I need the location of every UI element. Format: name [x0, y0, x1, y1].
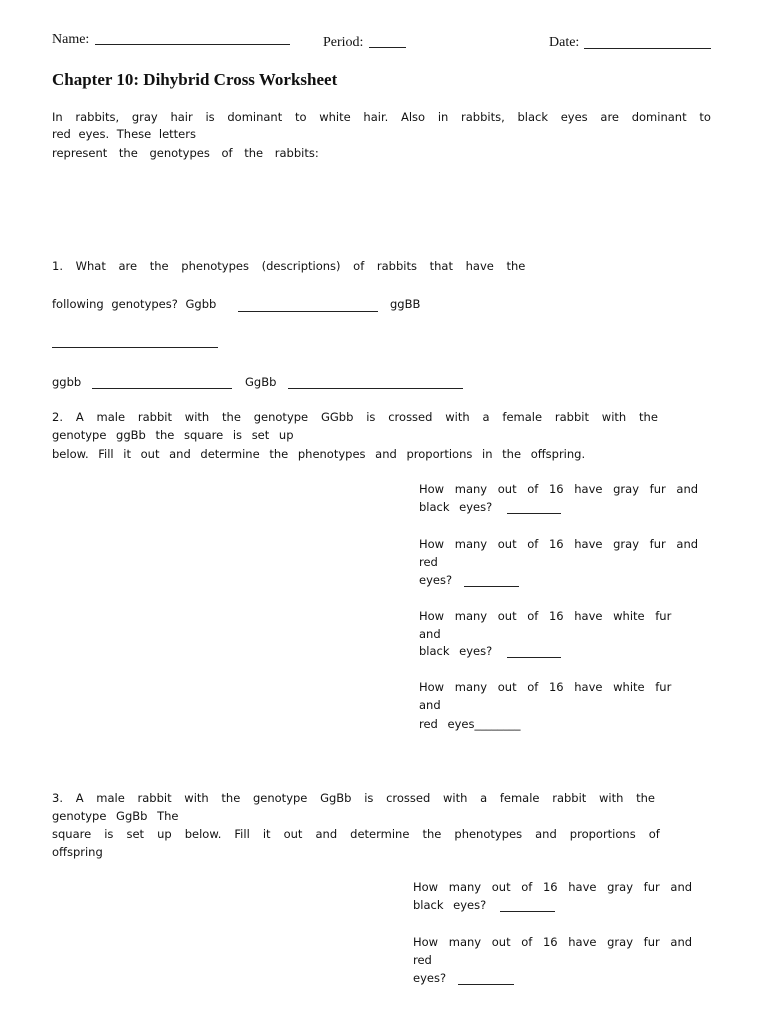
word: is [366, 410, 376, 424]
q2-sub4-line-1: How many out of 16 have white fur [419, 680, 672, 694]
q1-line-2: following genotypes? Ggbb [52, 297, 217, 311]
word: with [442, 791, 468, 805]
word: up [157, 827, 172, 841]
word: rabbits, [461, 110, 505, 124]
intro-line-2: red eyes. These letters [52, 127, 196, 141]
word: of [648, 827, 660, 841]
q2-sub1-line-1: How many out of 16 have gray fur and [419, 482, 699, 496]
word: below. [184, 827, 222, 841]
word: with [184, 791, 209, 805]
word: male [96, 791, 125, 805]
date-label: Date: [549, 35, 580, 50]
word: genotype [253, 410, 309, 424]
period-label: Period: [323, 35, 364, 50]
q3-sub2-line-3: eyes? [413, 971, 447, 985]
word: the [221, 791, 241, 805]
word: to [294, 110, 307, 124]
word: 3. [52, 791, 63, 805]
word: are [600, 110, 619, 124]
word: hair [170, 110, 193, 124]
page-title: Chapter 10: Dihybrid Cross Worksheet [52, 70, 338, 89]
q2-sub2-line-1: How many out of 16 have gray fur and [419, 537, 699, 551]
intro-line-1 [52, 110, 711, 124]
word: set [126, 827, 145, 841]
q2-sub3-line-2: and [419, 627, 441, 641]
q3-line-2: genotype GgBb The [52, 809, 179, 823]
q2-sub3-line-1: How many out of 16 have white fur [419, 609, 672, 623]
word: is [104, 827, 114, 841]
q1-line-1: 1. What are the phenotypes (descriptions) of rabbits that have the [52, 259, 526, 273]
word: determine [350, 827, 410, 841]
name-label: Name: [52, 32, 90, 47]
word: with [184, 410, 210, 424]
word: rabbit [137, 410, 172, 424]
word: female [502, 410, 543, 424]
word: Fill [234, 827, 250, 841]
word: rabbit [552, 791, 587, 805]
q1-ggBB-blank[interactable] [52, 347, 218, 348]
word: phenotypes [454, 827, 523, 841]
word: dominant [227, 110, 283, 124]
word: with [445, 410, 470, 424]
word: In [52, 110, 63, 124]
word: gray [131, 110, 158, 124]
word: 2. [52, 410, 63, 424]
word: crossed [388, 410, 433, 424]
word: to [699, 110, 711, 124]
q3-sub1-line-2: black eyes? [413, 898, 487, 912]
word: GgBb [320, 791, 352, 805]
q3-line-4: offspring [52, 845, 103, 859]
q2-sub2-line-2: red [419, 555, 438, 569]
word: hair. [363, 110, 389, 124]
intro-line-3: represent the genotypes of the rabbits: [52, 146, 319, 160]
word: is [364, 791, 374, 805]
word: dominant [631, 110, 687, 124]
word: a [480, 791, 488, 805]
word: the [222, 410, 241, 424]
word: out [283, 827, 303, 841]
word: the [636, 791, 655, 805]
word: white [319, 110, 351, 124]
word: the [422, 827, 442, 841]
word: and [535, 827, 557, 841]
word: rabbit [554, 410, 589, 424]
word: with [599, 791, 624, 805]
word: genotype [252, 791, 308, 805]
word: female [499, 791, 540, 805]
word: eyes [560, 110, 588, 124]
q2-line-1 [52, 410, 658, 424]
q3-sub1-blank[interactable] [500, 911, 555, 912]
q3-line-3 [52, 827, 660, 841]
word: Also [401, 110, 426, 124]
name-blank[interactable] [95, 44, 290, 45]
word: A [75, 410, 84, 424]
word: crossed [386, 791, 431, 805]
word: with [601, 410, 627, 424]
word: a [482, 410, 490, 424]
q2-sub2-blank[interactable] [464, 586, 519, 587]
word: GGbb [320, 410, 354, 424]
word: the [639, 410, 658, 424]
word: A [75, 791, 84, 805]
q3-sub2-line-1: How many out of 16 have gray fur and [413, 935, 693, 949]
q2-sub4-line-3[interactable]: red eyes________ [419, 717, 521, 731]
word: male [96, 410, 126, 424]
q1-ggbb-blank[interactable] [92, 388, 232, 389]
word: in [437, 110, 449, 124]
date-blank[interactable] [584, 48, 711, 49]
q2-sub3-blank[interactable] [507, 657, 561, 658]
word: is [205, 110, 215, 124]
word: and [315, 827, 338, 841]
q3-line-1 [52, 791, 655, 805]
word: rabbits, [75, 110, 120, 124]
q3-sub2-blank[interactable] [458, 984, 514, 985]
word: proportions [569, 827, 636, 841]
q2-sub2-line-3: eyes? [419, 573, 453, 587]
q3-sub1-line-1: How many out of 16 have gray fur and [413, 880, 693, 894]
q3-sub2-line-2: red [413, 953, 432, 967]
period-blank[interactable] [369, 47, 406, 48]
word: rabbit [137, 791, 172, 805]
word: it [262, 827, 271, 841]
q1-GgBb-blank[interactable] [288, 388, 463, 389]
q2-sub1-blank[interactable] [507, 513, 561, 514]
q1-Ggbb-blank[interactable] [238, 311, 378, 312]
q1-GgBb-label: GgBb [245, 375, 277, 389]
q1-ggbb-label: ggbb [52, 375, 82, 389]
q2-sub3-line-3: black eyes? [419, 644, 493, 658]
word: black [517, 110, 548, 124]
q2-line-3: below. Fill it out and determine the phenotypes and proportions in the offspring. [52, 447, 586, 461]
q2-sub1-line-2: black eyes? [419, 500, 493, 514]
q2-sub4-line-2: and [419, 698, 441, 712]
q2-line-2: genotype ggBb the square is set up [52, 428, 294, 442]
q1-ggBB-label: ggBB [390, 297, 421, 311]
word: square [52, 827, 92, 841]
